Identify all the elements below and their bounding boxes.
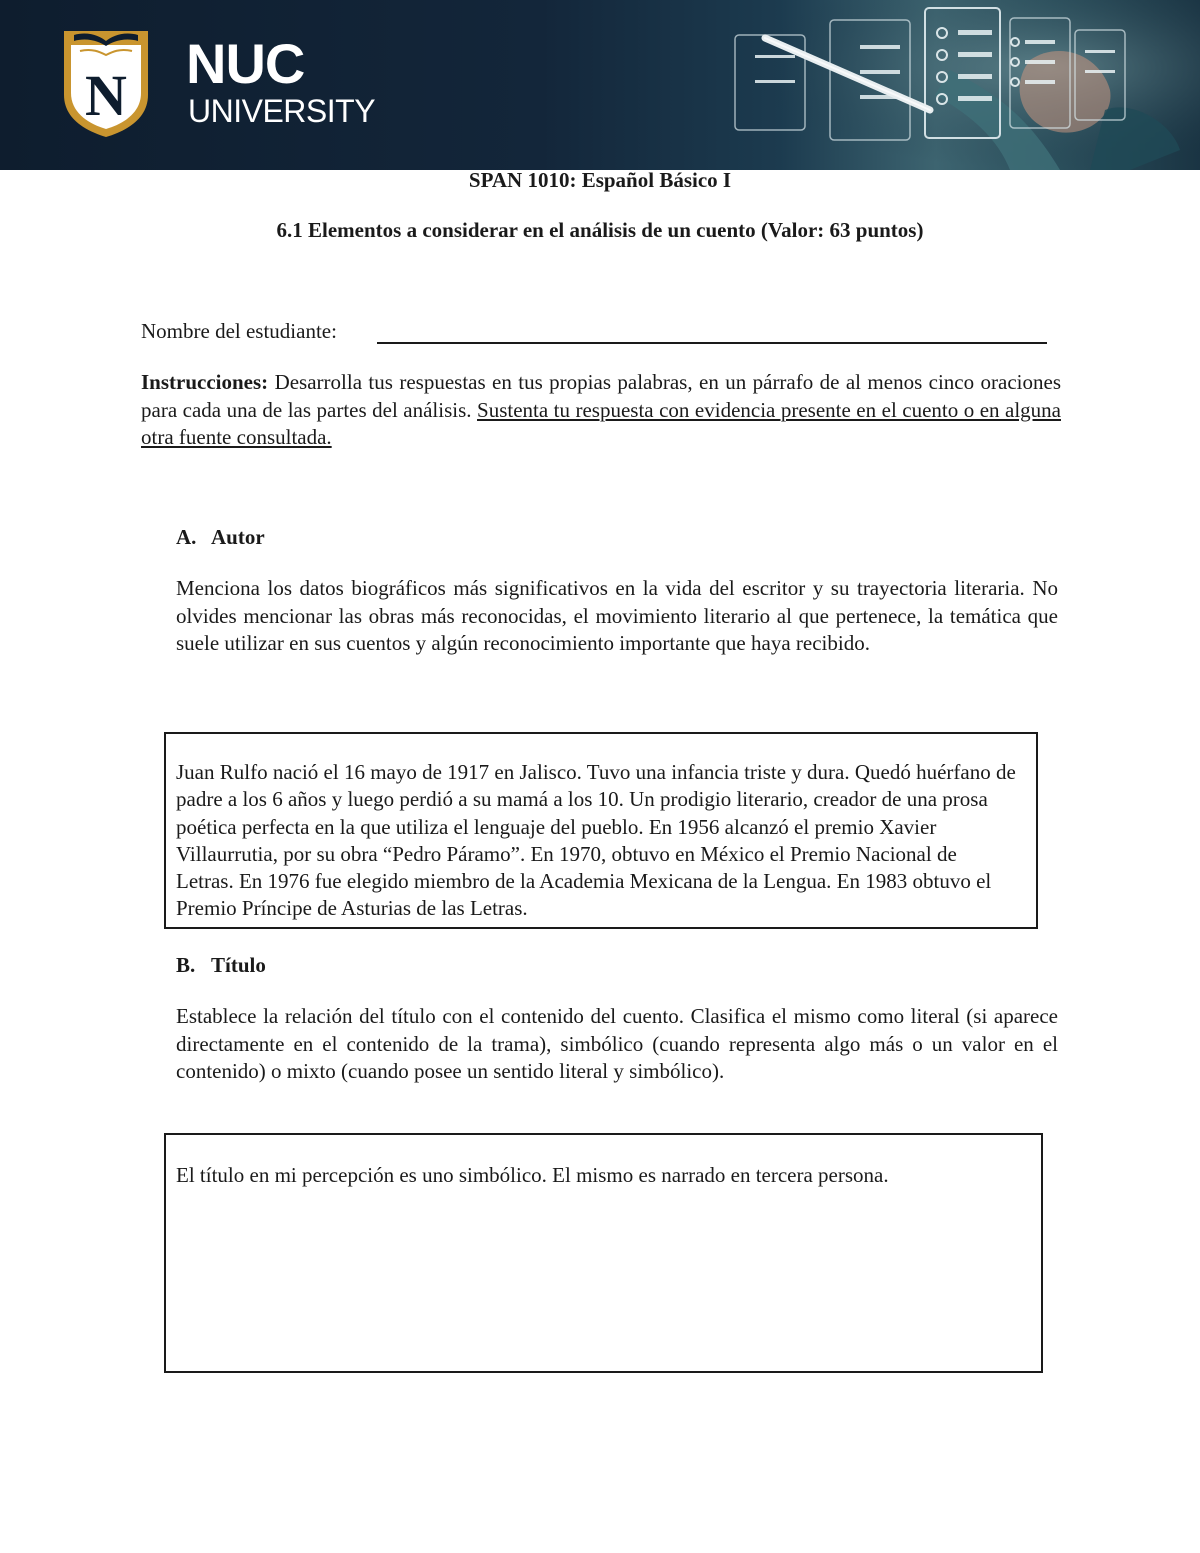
student-name-field[interactable]: [377, 342, 1047, 344]
header-banner: [0, 0, 1200, 170]
section-b-heading: [176, 952, 266, 979]
section-a-title: Autor: [211, 525, 265, 549]
student-name-label: Nombre del estudiante:: [141, 319, 337, 343]
svg-text:N: N: [85, 63, 127, 128]
section-a-letter: A.: [176, 525, 197, 549]
instructions-underlined-text: Sustenta tu respuesta con evidencia presente en el cuento o en alguna otra fuente consultada.: [141, 397, 1061, 449]
instructions-paragraph: [141, 369, 1061, 452]
section-b-answer-box[interactable]: [164, 1133, 1043, 1373]
section-b-prompt: Establece la relación del título con el contenido del cuento. Clasifica el mismo como literal (si aparece directamente en el contenido de la trama), simbólico (cuando representa algo más o un valor en el contenido) o mixto (cuando posee un sentido literal y simbólico).: [176, 1004, 1058, 1083]
student-name-row: [141, 318, 1051, 348]
section-a-prompt: Menciona los datos biográficos más significativos en la vida del escritor y su trayectoria literaria. No olvides mencionar las obras más reconocidas, el movimiento literario al que pertenece, la temática que suele utilizar en sus cuentos y algún reconocimiento importante que haya recibido.: [176, 576, 1058, 655]
brand-name-nuc: NUC: [186, 32, 305, 95]
section-a-heading: [176, 524, 265, 551]
section-a-answer-text: Juan Rulfo nació el 16 mayo de 1917 en Jalisco. Tuvo una infancia triste y dura. Quedó huérfano de padre a los 6 años y luego perdió a su mamá a los 10. Un prodigio literario, creador de una prosa poética perfecta en la que utiliza el lenguaje del pueblo. En 1956 alcanzó el premio Xavier Villaurrutia, por su obra “Pedro Páramo”. En 1970, obtuvo en México el Premio Nacional de Letras. En 1976 fue elegido miembro de la Academia Mexicana de la Lengua. En 1983 obtuvo el Premio Príncipe de Asturias de las Letras.: [176, 760, 1016, 921]
section-a-answer-box[interactable]: [164, 732, 1038, 929]
instructions-label: Instrucciones:: [141, 370, 269, 394]
checklist-photo-decoration: [700, 0, 1200, 170]
university-shield-logo: [60, 27, 152, 139]
section-b-title: Título: [211, 953, 266, 977]
assignment-title: 6.1 Elementos a considerar en el análisis de un cuento (Valor: 63 puntos): [276, 218, 924, 242]
course-title: SPAN 1010: Español Básico I: [468, 168, 732, 192]
section-b-answer-text: El título en mi percepción es uno simbólico. El mismo es narrado en tercera persona.: [176, 1163, 889, 1187]
section-b-letter: B.: [176, 953, 196, 977]
instructions-text: Desarrolla tus respuestas en tus propias palabras, en un párrafo de al menos cinco oraciones para cada una de las partes del análisis.: [141, 370, 1061, 422]
brand-name-university: UNIVERSITY: [188, 93, 376, 129]
